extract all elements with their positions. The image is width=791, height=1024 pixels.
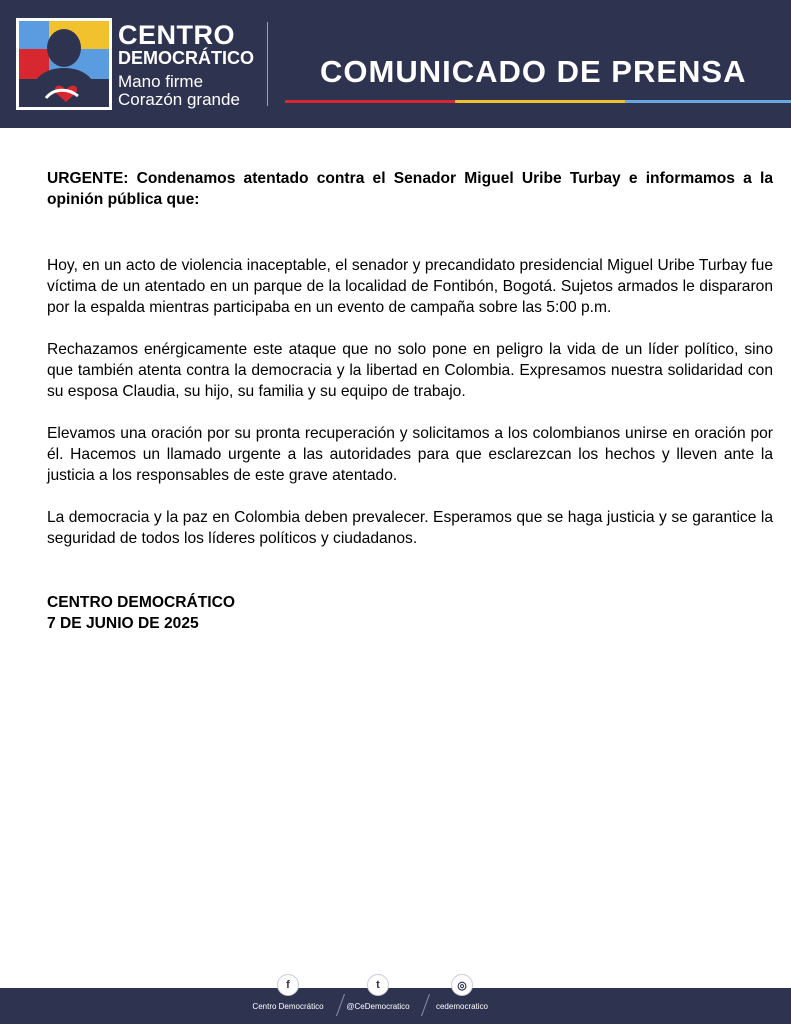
party-logo-icon bbox=[16, 18, 112, 110]
signature-block bbox=[47, 592, 773, 634]
brand-slogan-1: Mano firme bbox=[118, 72, 204, 91]
instagram-icon[interactable]: ◎ bbox=[451, 974, 473, 996]
brand-slogan-2: Corazón grande bbox=[118, 90, 240, 109]
facebook-handle: Centro Democrático bbox=[252, 1002, 324, 1011]
facebook-icon[interactable]: f bbox=[277, 974, 299, 996]
twitter-icon[interactable]: t bbox=[367, 974, 389, 996]
brand-block bbox=[118, 22, 254, 109]
paragraph: Hoy, en un acto de violencia inaceptable, el senador y precandidato presidencial Miguel Uribe Turbay fue víctima de un atentado en un parque de la localidad de Fontibón, Bogotá. Sujetos armados le dispararon por la espalda mientras participaba en un evento de campaña sobre las 5:00 p.m. bbox=[47, 257, 773, 316]
signature-name: CENTRO DEMOCRÁTICO bbox=[47, 594, 235, 611]
instagram-handle: cedemocratico bbox=[435, 1002, 489, 1011]
stripe-blue bbox=[625, 100, 791, 103]
headline: URGENTE: Condenamos atentado contra el Senador Miguel Uribe Turbay e informamos a la opinión pública que: bbox=[47, 170, 773, 208]
press-release-body bbox=[47, 168, 773, 634]
document-title: COMUNICADO DE PRENSA bbox=[320, 54, 747, 89]
page-header bbox=[0, 0, 791, 128]
brand-name: CENTRO bbox=[118, 20, 235, 50]
paragraph: Rechazamos enérgicamente este ataque que no solo pone en peligro la vida de un líder político, sino que también atenta contra la democracia y la libertad en Colombia. Expresamos nuestra solidaridad con su esposa Claudia, su hijo, su familia y su equipo de trabajo. bbox=[47, 341, 773, 400]
paragraph: Elevamos una oración por su pronta recuperación y solicitamos a los colombianos unirse en oración por él. Hacemos un llamado urgente a las autoridades para que esclarezcan los hechos y lleven ante la justicia a los responsables de este grave atentado. bbox=[47, 425, 773, 484]
social-instagram[interactable] bbox=[372, 974, 552, 1011]
header-divider bbox=[267, 22, 268, 106]
paragraph: La democracia y la paz en Colombia deben prevalecer. Esperamos que se haga justicia y se garantice la seguridad de todos los líderes políticos y ciudadanos. bbox=[47, 509, 773, 547]
signature-date: 7 DE JUNIO DE 2025 bbox=[47, 615, 199, 632]
stripe-red bbox=[285, 100, 455, 103]
twitter-handle: @CeDemocratico bbox=[346, 1002, 410, 1011]
stripe-yellow bbox=[455, 100, 625, 103]
brand-name-2: DEMOCRÁTICO bbox=[118, 48, 254, 68]
